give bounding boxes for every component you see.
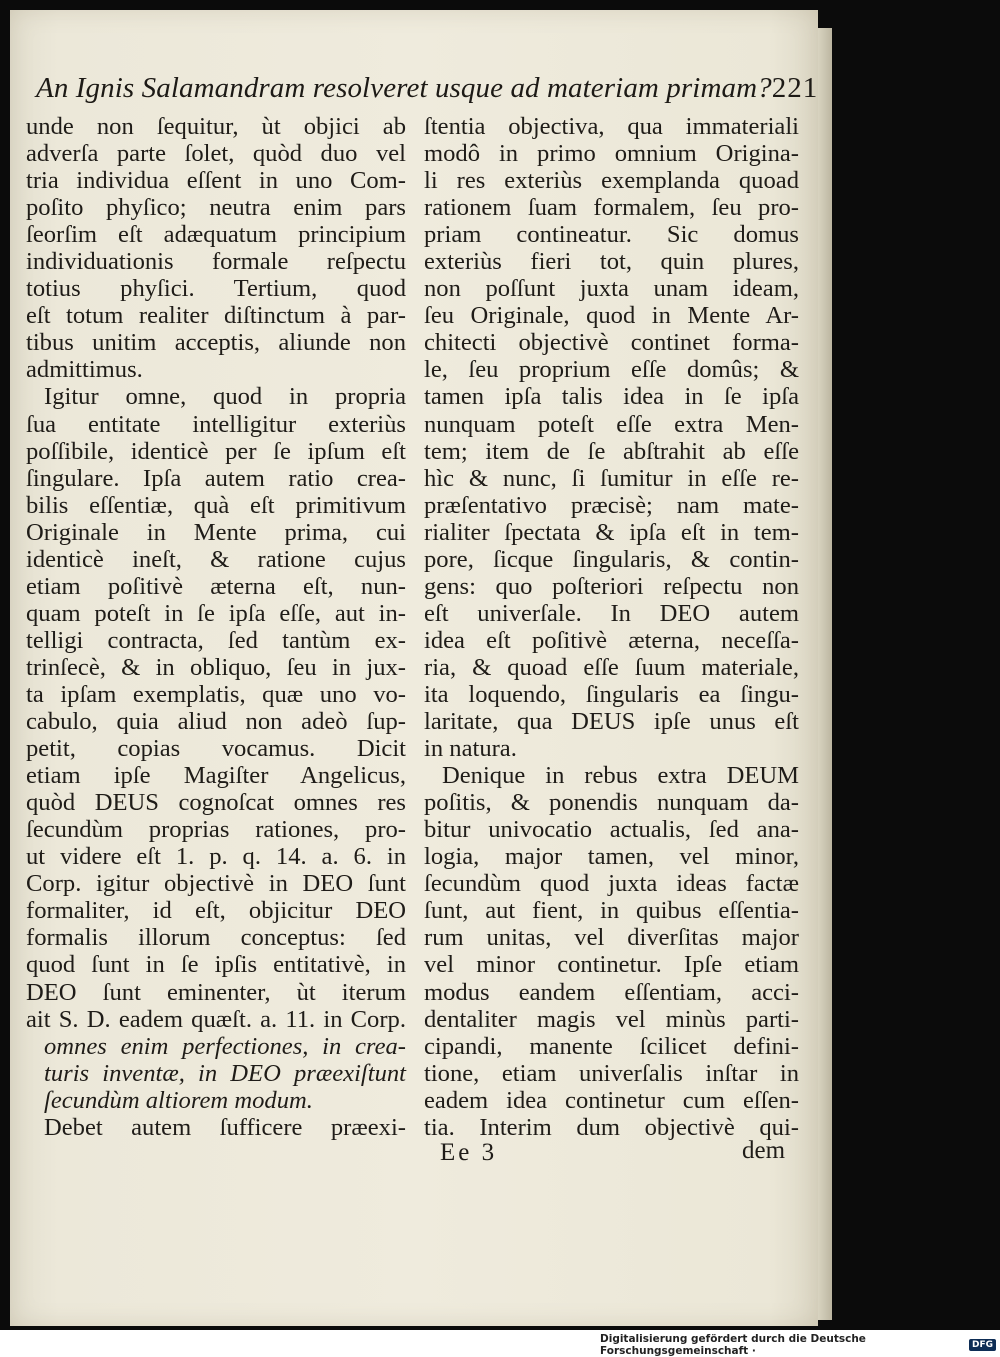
running-head (36, 72, 819, 116)
right-column-line: ſecundùm quod juxta ideas factæ (424, 870, 799, 898)
right-column-line: non poſſunt juxta unam ideam, (424, 275, 799, 303)
left-column-line: ſeorſim eſt adæquatum principium (26, 221, 406, 249)
right-column-line: poſitis, & ponendis nunquam da- (424, 789, 799, 817)
left-column-line: Corp. igitur objectivè in DEO ſunt (26, 870, 406, 898)
page-edge (818, 28, 832, 1320)
left-column-line: tibus unitim acceptis, aliunde non (26, 329, 406, 357)
right-column-line: eſt univerſale. In DEO autem (424, 599, 799, 627)
left-column-line: etiam poſitivè æterna eſt, nun- (26, 572, 406, 600)
right-column-line: bitur univocatio actualis, ſed ana- (424, 816, 799, 844)
left-column-line: poſito phyſico; neutra enim pars (26, 194, 406, 222)
right-text-column (424, 113, 799, 1143)
left-column-line: DEO ſunt eminenter, ùt iterum (26, 978, 406, 1006)
right-column-line: modus eandem eſſentiam, acci- (424, 978, 799, 1006)
right-column-line: ſunt, aut fient, in quibus eſſentia- (424, 897, 799, 925)
left-column-line: Igitur omne, quod in propria (44, 383, 406, 411)
right-column-line: le, ſeu proprium eſſe domûs; & (424, 356, 799, 384)
left-column-line: quam poteſt in ſe ipſa eſſe, aut in- (26, 599, 406, 627)
left-column-line: adverſa parte ſolet, quòd duo vel (26, 140, 406, 168)
left-column-line: admittimus. (26, 356, 143, 384)
right-column-line: Denique in rebus extra DEUM (442, 762, 799, 790)
left-column-line: quod ſunt in ſe ipſis entitativè, in (26, 951, 406, 979)
right-column-line: nunquam poteſt eſſe extra Men- (424, 410, 799, 438)
right-column-line: logia, major tamen, vel minor, (424, 843, 799, 871)
left-column-line: poſſibile, identicè per ſe ipſum eſt (26, 437, 406, 465)
right-column-line: rum unitas, vel diverſitas major (424, 924, 799, 952)
left-column-line: turis inventæ, in DEO præexiſtunt (44, 1059, 406, 1087)
running-title: An Ignis Salamandram resolveret usque ad materiam primam? (36, 72, 772, 104)
left-text-column (26, 113, 406, 1143)
right-column-line: eadem idea continetur cum eſſen- (424, 1086, 799, 1114)
right-column-line: rialiter ſpectata & ipſa eſt in tem- (424, 518, 799, 546)
left-column-line: Debet autem ſufficere præexi- (44, 1113, 406, 1141)
right-column-line: rationem ſuam formalem, ſeu pro- (424, 194, 799, 222)
left-column-line: ſingulare. Ipſa autem ratio crea- (26, 464, 406, 492)
left-column-line: formaliter, id eſt, objicitur DEO (26, 897, 406, 925)
left-column-line: ait S. D. eadem quæſt. a. 11. in Corp. (26, 1005, 406, 1033)
left-column-line: ſua entitate intelligitur exteriùs (26, 410, 406, 438)
right-column-line: gens: quo poſteriori reſpectu non (424, 572, 799, 600)
right-column-line: modô in primo omnium Origina- (424, 140, 799, 168)
right-column-line: vel minor continetur. Ipſe etiam (424, 951, 799, 979)
right-column-line: præſentativo præcisè; nam mate- (424, 491, 799, 519)
left-column-line: omnes enim perfectiones, in crea- (44, 1032, 406, 1060)
right-column-line: priam contineatur. Sic domus (424, 221, 799, 249)
right-column-line: in natura. (424, 735, 517, 763)
left-column-line: ſecundùm altiorem modum. (44, 1086, 313, 1114)
left-column-line: telligi contracta, ſed tantùm ex- (26, 626, 406, 654)
right-column-line: hìc & nunc, ſi ſumitur in eſſe re- (424, 464, 799, 492)
left-column-line: bilis eſſentiæ, quà eſt primitivum (26, 491, 406, 519)
left-column-line: identicè ineſt, & ratione cujus (26, 545, 406, 573)
right-column-line: cipandi, manente ſcilicet defini- (424, 1032, 799, 1060)
right-column-line: exteriùs fieri tot, quin plures, (424, 248, 799, 276)
right-column-line: tamen ipſa talis idea in ſe ipſa (424, 383, 799, 411)
left-column-line: unde non ſequitur, ùt objici ab (26, 113, 406, 140)
left-column-line: Originale in Mente prima, cui (26, 518, 406, 546)
right-column-line: ſeu Originale, quod in Mente Ar- (424, 302, 799, 330)
left-column-line: ſecundùm proprias rationes, pro- (26, 816, 406, 844)
left-column-line: totius phyſici. Tertium, quod (26, 275, 406, 303)
left-column-line: tria individua eſſent in uno Com- (26, 167, 406, 195)
catchword: dem (742, 1137, 786, 1164)
left-column-line: cabulo, quia aliud non adeò ſup- (26, 708, 406, 736)
right-column-line: laritate, qua DEUS ipſe unus eſt (424, 708, 799, 736)
left-column-line: ut videre eſt 1. p. q. 14. a. 6. in (26, 843, 406, 871)
right-column-line: dentaliter magis vel minùs parti- (424, 1005, 799, 1033)
left-column-line: individuationis formale reſpectu (26, 248, 406, 276)
footer-attribution (600, 1333, 996, 1357)
page-number: 221 (771, 72, 819, 104)
left-column-line: formalis illorum conceptus: ſed (26, 924, 406, 952)
right-column-line: ria, & quoad eſſe ſuum materiale, (424, 653, 799, 681)
left-column-line: trinſecè, & in obliquo, ſeu in jux- (26, 653, 406, 681)
right-column-line: ſtentia objectiva, qua immateriali (424, 113, 799, 140)
right-column-line: idea eſt poſitivè æterna, neceſſa- (424, 626, 799, 654)
right-column-line: chitecti objectivè continet forma- (424, 329, 799, 357)
right-column-line: tia. Interim dum objectivè qui- (424, 1113, 799, 1141)
left-column-line: quòd DEUS cognoſcat omnes res (26, 789, 406, 817)
left-column-line: etiam ipſe Magiſter Angelicus, (26, 762, 406, 790)
right-column-line: pore, ſicque ſingularis, & contin- (424, 545, 799, 573)
right-column-line: ita loquendo, ſingularis ea ſingu- (424, 680, 799, 708)
right-column-line: tem; item de ſe abſtrahit ab eſſe (424, 437, 799, 465)
footer-text: Digitalisierung gefördert durch die Deutsche Forschungsgemeinschaft · (600, 1333, 866, 1357)
signature-mark: Ee 3 (440, 1139, 498, 1166)
right-column-line: tione, etiam univerſalis inſtar in (424, 1059, 799, 1087)
left-column-line: eſt totum realiter diſtinctum à par- (26, 302, 406, 330)
right-column-line: li res exteriùs exemplanda quoad (424, 167, 799, 195)
left-column-line: petit, copias vocamus. Dicit (26, 735, 406, 763)
left-column-line: ta ipſam exemplatis, quæ uno vo- (26, 680, 406, 708)
dfg-logo-icon: DFG (969, 1339, 996, 1351)
